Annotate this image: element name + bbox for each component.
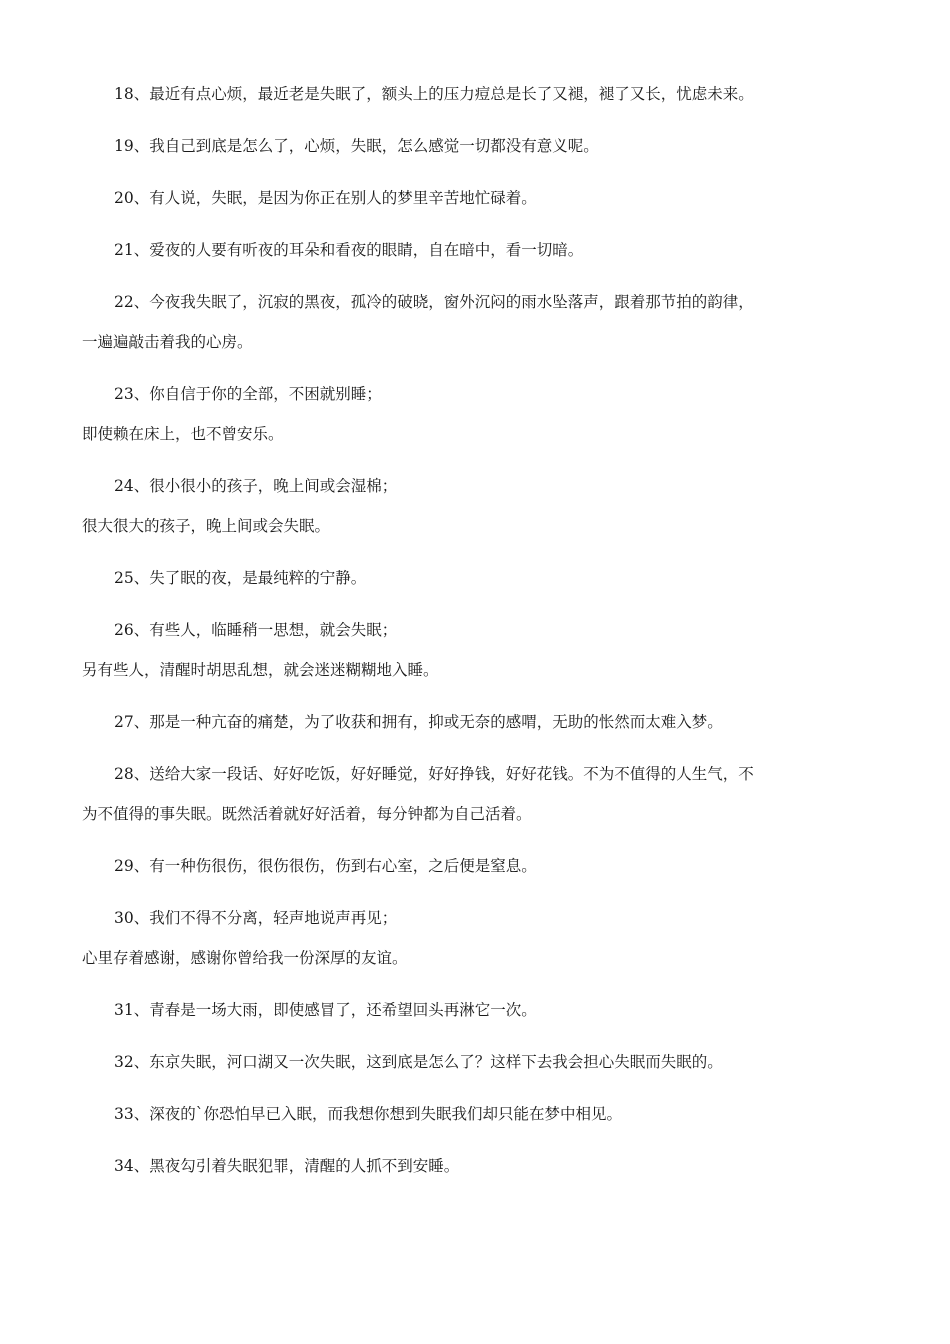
paragraph-line: 即使赖在床上，也不曾安乐。: [82, 425, 284, 443]
paragraph-line: 18、最近有点心烦，最近老是失眠了，额头上的压力痘总是长了又褪，褪了又长，忧虑未来。: [114, 85, 754, 103]
paragraph-line: 一遍遍敲击着我的心房。: [82, 333, 253, 351]
paragraph-line: 33、深夜的`你恐怕早已入眠，而我想你想到失眠我们却只能在梦中相见。: [114, 1105, 622, 1123]
paragraph-29: [82, 846, 862, 886]
document-page: [82, 74, 862, 1198]
paragraph-line: 31、青春是一场大雨，即使感冒了，还希望回头再淋它一次。: [114, 1001, 537, 1019]
paragraph-20: [82, 178, 862, 218]
paragraph-25: [82, 558, 862, 598]
paragraph-line: 22、今夜我失眠了，沉寂的黑夜，孤冷的破晓，窗外沉闷的雨水坠落声，跟着那节拍的韵律，: [114, 293, 754, 311]
paragraph-line: 24、很小很小的孩子，晚上间或会湿棉；: [114, 477, 398, 495]
paragraph-24: [82, 466, 862, 546]
paragraph-line: 30、我们不得不分离，轻声地说声再见；: [114, 909, 398, 927]
paragraph-22: [82, 282, 862, 362]
paragraph-line: 29、有一种伤很伤，很伤很伤，伤到右心室，之后便是窒息。: [114, 857, 537, 875]
paragraph-line: 20、有人说，失眠，是因为你正在别人的梦里辛苦地忙碌着。: [114, 189, 537, 207]
paragraph-28: [82, 754, 862, 834]
paragraph-23: [82, 374, 862, 454]
paragraph-line: 很大很大的孩子，晚上间或会失眠。: [82, 517, 331, 535]
paragraph-34: [82, 1146, 862, 1186]
paragraph-line: 34、黑夜勾引着失眠犯罪，清醒的人抓不到安睡。: [114, 1157, 460, 1175]
paragraph-line: 19、我自己到底是怎么了，心烦，失眠，怎么感觉一切都没有意义呢。: [114, 137, 599, 155]
paragraph-line: 另有些人，清醒时胡思乱想，就会迷迷糊糊地入睡。: [82, 661, 439, 679]
paragraph-26: [82, 610, 862, 690]
paragraph-31: [82, 990, 862, 1030]
paragraph-line: 为不值得的事失眠。既然活着就好好活着，每分钟都为自己活着。: [82, 805, 532, 823]
paragraph-line: 心里存着感谢，感谢你曾给我一份深厚的友谊。: [82, 949, 408, 967]
paragraph-19: [82, 126, 862, 166]
paragraph-21: [82, 230, 862, 270]
paragraph-line: 32、东京失眠，河口湖又一次失眠，这到底是怎么了？这样下去我会担心失眠而失眠的。: [114, 1053, 723, 1071]
paragraph-32: [82, 1042, 862, 1082]
paragraph-18: [82, 74, 862, 114]
paragraph-27: [82, 702, 862, 742]
paragraph-33: [82, 1094, 862, 1134]
paragraph-line: 27、那是一种亢奋的痛楚，为了收获和拥有，抑或无奈的感喟，无助的怅然而太难入梦。: [114, 713, 723, 731]
paragraph-30: [82, 898, 862, 978]
paragraph-line: 25、失了眠的夜，是最纯粹的宁静。: [114, 569, 367, 587]
paragraph-line: 28、送给大家一段话、好好吃饭，好好睡觉，好好挣钱，好好花钱。不为不值得的人生气，不: [114, 765, 754, 783]
paragraph-line: 21、爱夜的人要有听夜的耳朵和看夜的眼睛，自在暗中，看一切暗。: [114, 241, 584, 259]
paragraph-line: 23、你自信于你的全部，不困就别睡；: [114, 385, 382, 403]
paragraph-line: 26、有些人，临睡稍一思想，就会失眠；: [114, 621, 398, 639]
